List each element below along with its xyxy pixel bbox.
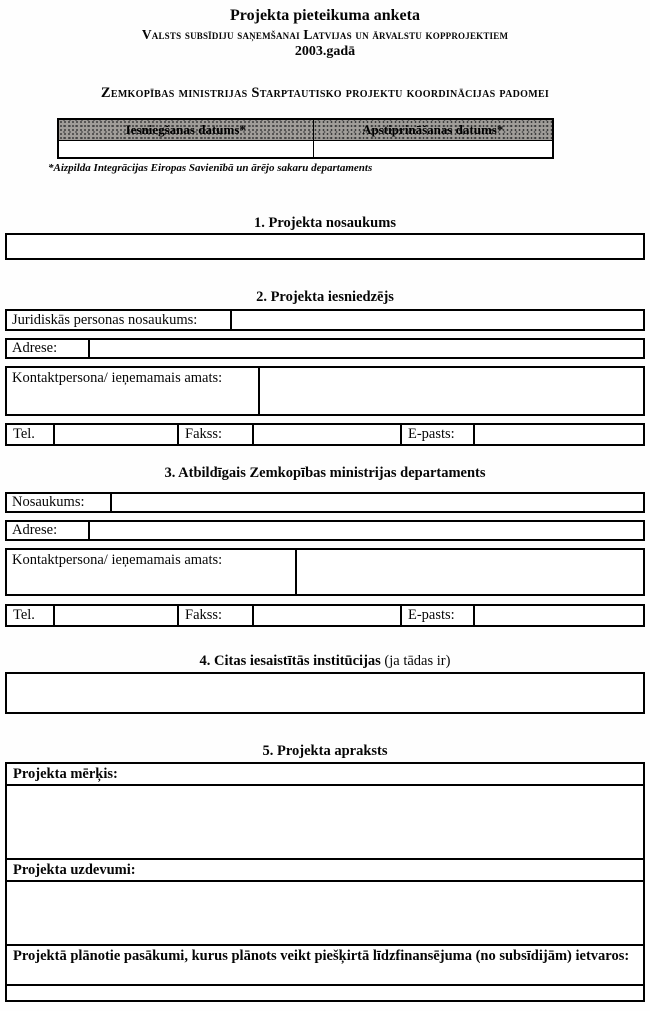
submission-date-field[interactable] bbox=[58, 140, 313, 158]
dates-footnote: *Aizpilda Integrācijas Eiropas Savienībā un ārējo sakaru departaments bbox=[48, 162, 373, 174]
s3-name-label: Nosaukums: bbox=[7, 494, 112, 511]
s5-activities-label: Projektā plānotie pasākumi, kurus plānots veikt piešķirtā līdzfinansējuma (no subsīdijām) ietvaros: bbox=[7, 946, 643, 986]
s2-address-row bbox=[5, 338, 645, 359]
section4-title bbox=[0, 652, 650, 670]
s5-tasks-field[interactable] bbox=[7, 882, 643, 946]
s3-phone-row bbox=[5, 604, 645, 627]
project-description-table bbox=[5, 762, 645, 1002]
s2-tel-field[interactable] bbox=[55, 425, 179, 444]
doc-title: Projekta pieteikuma anketa bbox=[230, 7, 420, 24]
other-institutions-field[interactable] bbox=[5, 672, 645, 714]
s2-legal-name-row bbox=[5, 309, 645, 331]
dates-table bbox=[57, 118, 554, 159]
s2-legal-name-field[interactable] bbox=[232, 311, 643, 329]
s2-legal-name-label: Juridiskās personas nosaukums: bbox=[7, 311, 232, 329]
s3-name-field[interactable] bbox=[112, 494, 643, 511]
section4-title-bold: 4. Citas iesaistītās institūcijas bbox=[199, 653, 381, 669]
section1-title: 1. Projekta nosaukums bbox=[254, 215, 396, 231]
s2-contact-row bbox=[5, 366, 645, 416]
s2-fax-label: Fakss: bbox=[179, 425, 254, 444]
s2-tel-label: Tel. bbox=[7, 425, 55, 444]
s5-goal-label: Projekta mērķis: bbox=[7, 764, 643, 786]
approval-date-header: Apstiprināšanas datums* bbox=[313, 119, 553, 140]
approval-date-field[interactable] bbox=[313, 140, 553, 158]
s3-contact-label: Kontaktpersona/ ieņemamais amats: bbox=[7, 550, 297, 594]
section3-title: 3. Atbildīgais Zemkopības ministrijas departaments bbox=[164, 465, 486, 481]
doc-subtitle: Valsts subsīdiju saņemšanai Latvijas un ārvalstu kopprojektiem bbox=[141, 27, 509, 42]
dates-value-row bbox=[58, 140, 553, 158]
s3-address-label: Adrese: bbox=[7, 522, 90, 539]
s2-address-label: Adrese: bbox=[7, 340, 90, 357]
section2-title: 2. Projekta iesniedzējs bbox=[256, 289, 394, 305]
s3-name-row bbox=[5, 492, 645, 513]
s3-contact-row bbox=[5, 548, 645, 596]
section5-title: 5. Projekta apraksts bbox=[262, 743, 388, 759]
s3-fax-field[interactable] bbox=[254, 606, 402, 625]
s5-activities-field[interactable] bbox=[7, 986, 643, 1000]
doc-addressee: Zemkopības ministrijas Starptautisko projektu koordinācijas padomei bbox=[100, 85, 550, 101]
s3-address-row bbox=[5, 520, 645, 541]
doc-year: 2003.gadā bbox=[294, 44, 356, 59]
s3-address-field[interactable] bbox=[90, 522, 643, 539]
s3-tel-label: Tel. bbox=[7, 606, 55, 625]
s2-phone-row bbox=[5, 423, 645, 446]
s2-email-label: E-pasts: bbox=[402, 425, 475, 444]
s3-contact-field[interactable] bbox=[297, 550, 643, 594]
s5-tasks-label: Projekta uzdevumi: bbox=[7, 860, 643, 882]
s3-fax-label: Fakss: bbox=[179, 606, 254, 625]
dates-header-row bbox=[58, 119, 553, 140]
submission-date-header: Iesniegšanas datums* bbox=[58, 119, 313, 140]
s2-contact-label: Kontaktpersona/ ieņemamais amats: bbox=[7, 368, 260, 414]
s3-email-label: E-pasts: bbox=[402, 606, 475, 625]
s2-email-field[interactable] bbox=[475, 425, 643, 444]
s3-tel-field[interactable] bbox=[55, 606, 179, 625]
s3-email-field[interactable] bbox=[475, 606, 643, 625]
s2-contact-field[interactable] bbox=[260, 368, 643, 414]
s2-address-field[interactable] bbox=[90, 340, 643, 357]
s5-goal-field[interactable] bbox=[7, 786, 643, 860]
s2-fax-field[interactable] bbox=[254, 425, 402, 444]
project-title-field[interactable] bbox=[5, 233, 645, 260]
section4-title-note: (ja tādas ir) bbox=[380, 653, 451, 669]
